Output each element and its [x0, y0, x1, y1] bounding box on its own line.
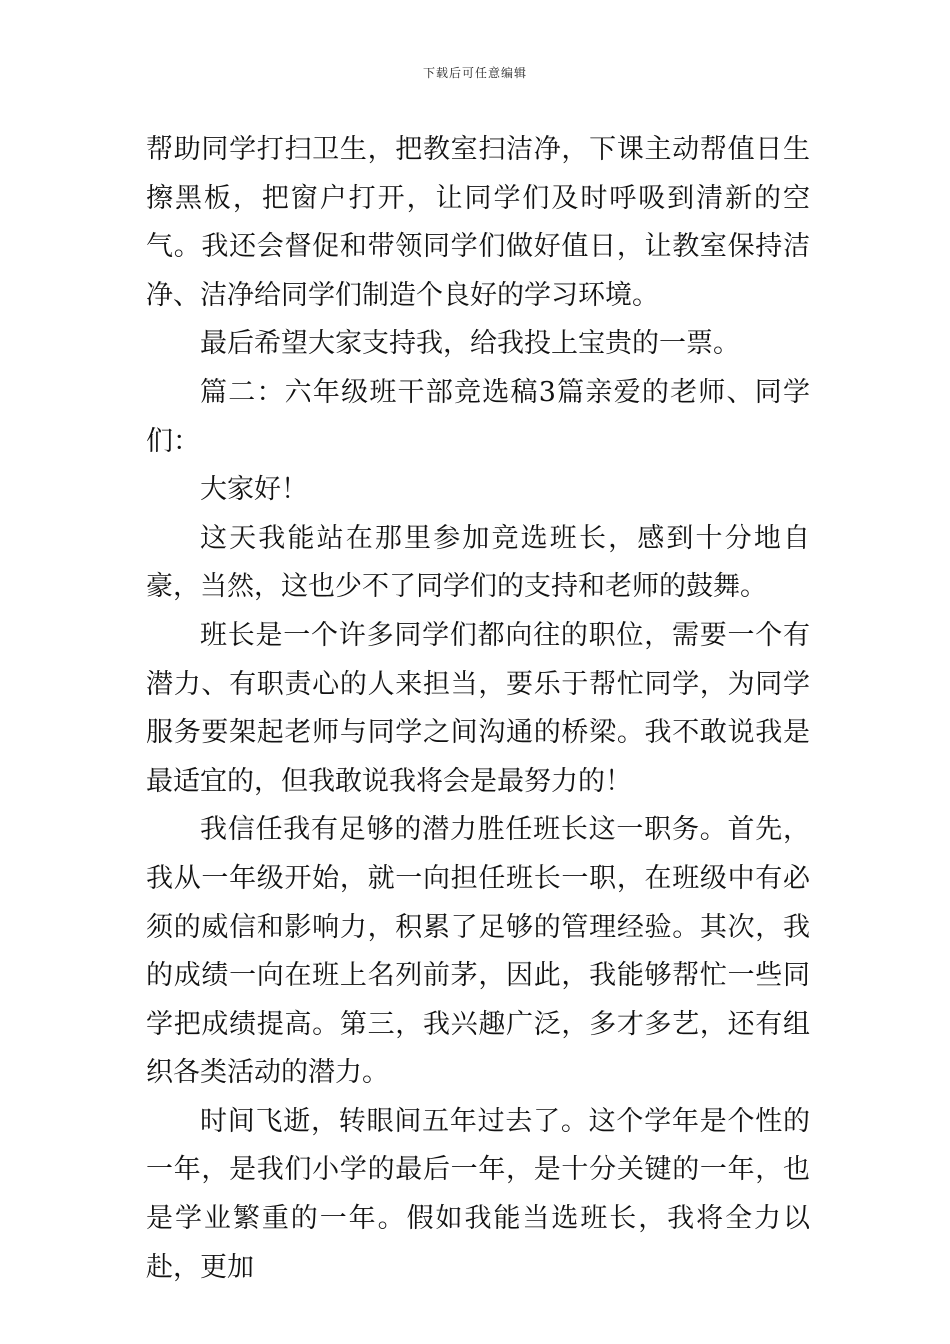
- page-header-note: 下载后可任意编辑: [422, 66, 527, 80]
- document-body: [146, 126, 810, 1292]
- paragraph-1: 帮助同学打扫卫生，把教室扫洁净，下课主动帮值日生擦黑板，把窗户打开，让同学们及时呼吸到清新的空气。我还会督促和带领同学们做好值日，让教室保持洁净、洁净给同学们制造个良好的学习环境。: [146, 134, 810, 311]
- paragraph-3-section-title: 篇二：六年级班干部竞选稿3篇亲爱的老师、同学们：: [146, 376, 810, 457]
- paragraph-4-greeting: 大家好！: [200, 474, 308, 506]
- paragraph-5: 这天我能站在那里参加竞选班长，感到十分地自豪，当然，这也少不了同学们的支持和老师的鼓舞。: [146, 522, 810, 603]
- paragraph-7: 我信任我有足够的潜力胜任班长这一职务。首先，我从一年级开始，就一向担任班长一职，在班级中有必须的威信和影响力，积累了足够的管理经验。其次，我的成绩一向在班上名列前茅，因此，我能够帮忙一些同学把成绩提高。第三，我兴趣广泛，多才多艺，还有组织各类活动的潜力。: [146, 814, 810, 1089]
- paragraph-6: 班长是一个许多同学们都向往的职位，需要一个有潜力、有职责心的人来担当，要乐于帮忙同学，为同学服务要架起老师与同学之间沟通的桥梁。我不敢说我是最适宜的，但我敢说我将会是最努力的！: [146, 619, 810, 797]
- paragraph-8: 时间飞逝，转眼间五年过去了。这个学年是个性的一年，是我们小学的最后一年，是十分关键的一年，也是学业繁重的一年。假如我能当选班长，我将全力以赴，更加: [146, 1105, 810, 1283]
- paragraph-2: 最后希望大家支持我，给我投上宝贵的一票。: [200, 328, 740, 360]
